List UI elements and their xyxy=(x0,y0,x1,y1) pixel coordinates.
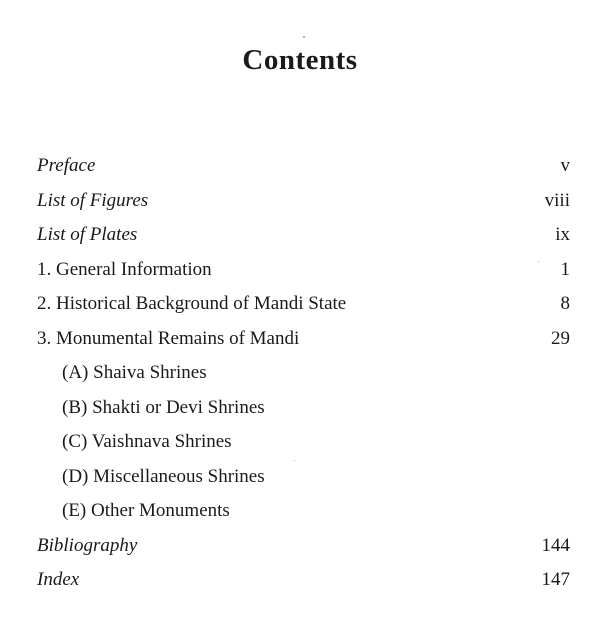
toc-entry-label: Preface xyxy=(37,155,96,176)
toc-entry-page-number: 29 xyxy=(551,327,570,349)
toc-entry-label: List of Figures xyxy=(37,189,149,211)
toc-subentry-label: (B) Shakti or Devi Shrines xyxy=(62,396,265,418)
toc-subentry-label: (C) Vaishnava Shrines xyxy=(62,431,232,452)
page-title: Contents xyxy=(242,44,358,76)
toc-subentry-label: (D) Miscellaneous Shrines xyxy=(62,465,265,487)
toc-entry-page-number: 144 xyxy=(541,534,570,556)
toc-subentry-d xyxy=(37,463,570,498)
toc-subentry-label: (A) Shaiva Shrines xyxy=(62,362,207,383)
toc-entry-chapter-2 xyxy=(37,290,570,325)
toc-entry-label: Bibliography xyxy=(37,534,138,556)
toc-entry-page-number: ix xyxy=(555,224,570,245)
toc-subentry-label: (E) Other Monuments xyxy=(62,500,230,521)
toc-entry-index xyxy=(37,566,570,601)
scan-speck xyxy=(538,261,539,262)
toc-subentry-e xyxy=(37,497,570,532)
toc-entry-label: Index xyxy=(37,569,80,590)
toc-entry-page-number: viii xyxy=(544,189,570,211)
toc-subentry-c xyxy=(37,428,570,463)
toc-entry-chapter-3 xyxy=(37,325,570,360)
scan-speck xyxy=(303,36,305,38)
toc-entry-label: 1. General Information xyxy=(37,258,212,280)
toc-entry-list-of-plates xyxy=(37,221,570,256)
toc-entry-page-number: v xyxy=(560,155,570,176)
toc-entry-page-number: 8 xyxy=(560,293,570,314)
toc-subentry-a xyxy=(37,359,570,394)
toc-entry-label: 3. Monumental Remains of Mandi xyxy=(37,327,300,349)
toc-entry-label: List of Plates xyxy=(37,224,138,245)
toc-entry-chapter-1 xyxy=(37,256,570,291)
toc-entry-list-of-figures xyxy=(37,187,570,222)
toc-subentry-b xyxy=(37,394,570,429)
toc-entry-page-number: 1 xyxy=(560,258,570,280)
scan-speck xyxy=(294,460,295,461)
table-of-contents xyxy=(37,152,570,601)
toc-entry-preface xyxy=(37,152,570,187)
toc-entry-page-number: 147 xyxy=(541,569,570,590)
toc-entry-bibliography xyxy=(37,532,570,567)
toc-entry-label: 2. Historical Background of Mandi State xyxy=(37,293,347,314)
